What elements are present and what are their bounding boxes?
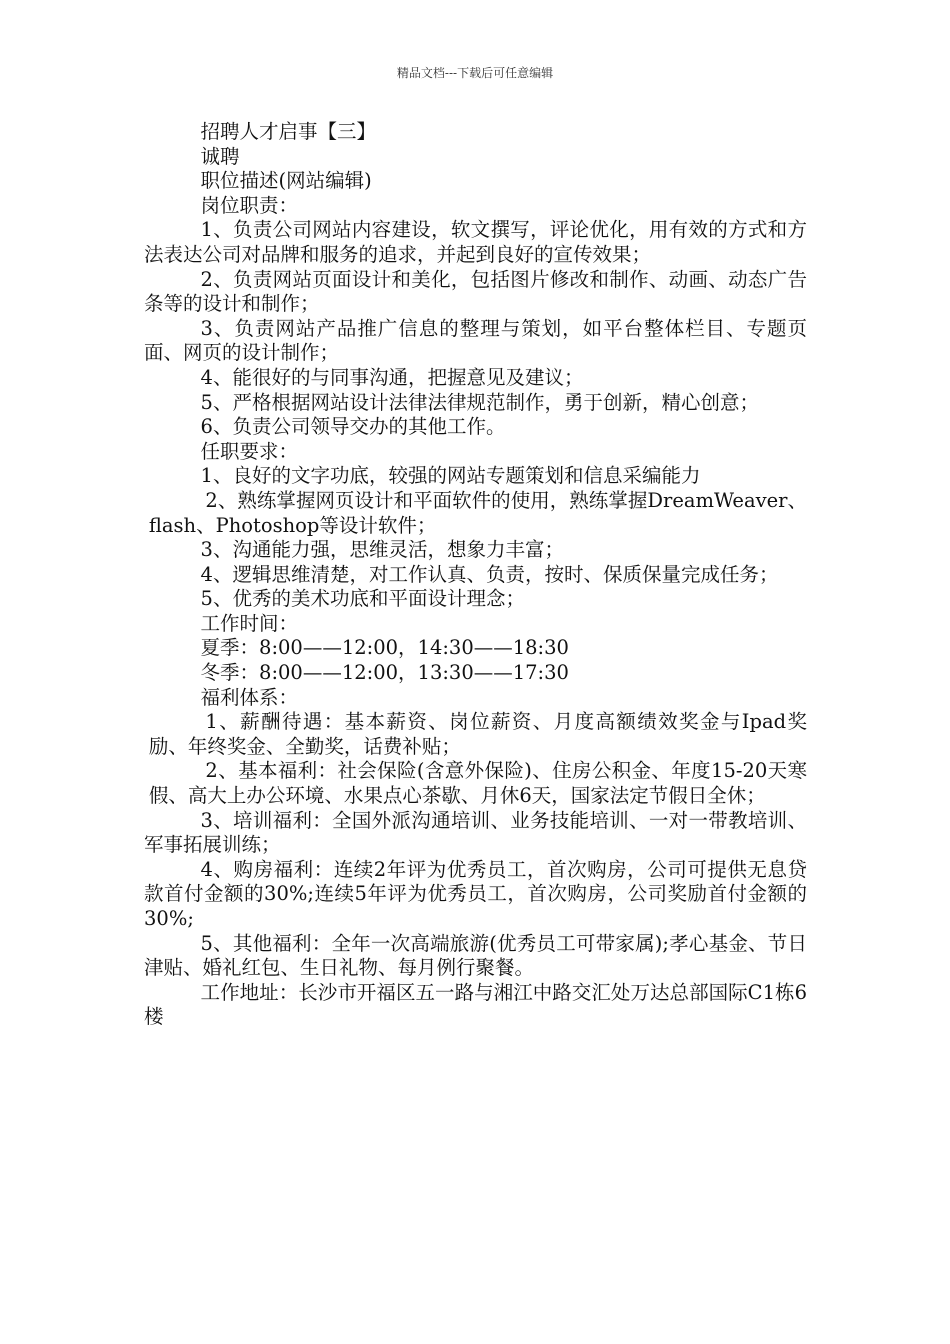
requirement-item: 1、良好的文字功底，较强的网站专题策划和信息采编能力 <box>200 464 701 488</box>
requirement-item: 2、熟练掌握网页设计和平面软件的使用，熟练掌握DreamWeaver、flash、Photoshop等设计软件； <box>148 488 807 537</box>
duty-item: 2、负责网站页面设计和美化，包括图片修改和制作、动画、动态广告条等的设计和制作； <box>144 267 807 316</box>
document-title: 招聘人才启事【三】 <box>200 120 377 143</box>
section-requirements: 任职要求： <box>200 439 299 463</box>
work-address: 工作地址：长沙市开福区五一路与湘江中路交汇处万达总部国际C1栋6楼 <box>144 980 807 1029</box>
requirement-item: 3、沟通能力强，思维灵活，想象力丰富； <box>200 538 564 562</box>
duty-item: 6、负责公司领导交办的其他工作。 <box>200 415 506 439</box>
benefit-item: 1、薪酬待遇：基本薪资、岗位薪资、月度高额绩效奖金与Ipad奖励、年终奖金、全勤奖，话费补贴； <box>148 710 807 758</box>
section-duties: 岗位职责： <box>200 193 299 217</box>
benefit-item: 4、购房福利：连续2年评为优秀员工，首次购房，公司可提供无息贷款首付金额的30%;连续5年评为优秀员工，首次购房，公司奖励首付金额的30%; <box>144 857 807 930</box>
hiring-heading: 诚聘 <box>200 144 240 168</box>
duty-item: 5、严格根据网站设计法律法律规范制作，勇于创新，精心创意； <box>200 390 759 414</box>
benefit-item: 2、基本福利：社会保险(含意外保险)、住房公积金、年度15-20天寒假、高大上办公环境、水果点心茶歇、月休6天，国家法定节假日全休； <box>148 759 807 808</box>
duty-item: 1、负责公司网站内容建设，软文撰写，评论优化，用有效的方式和方法表达公司对品牌和服务的追求，并起到良好的宣传效果； <box>144 218 807 266</box>
page-header: 精品文档---下载后可任意编辑 <box>396 66 554 80</box>
document-body <box>144 120 807 1030</box>
requirement-item: 4、逻辑思维清楚，对工作认真、负责，按时、保质保量完成任务； <box>200 562 779 586</box>
duty-item: 4、能很好的与同事沟通，把握意见及建议； <box>200 365 584 389</box>
duty-item: 3、负责网站产品推广信息的整理与策划，如平台整体栏目、专题页面、网页的设计制作； <box>144 316 807 365</box>
benefit-item: 5、其他福利：全年一次高端旅游(优秀员工可带家属);孝心基金、节日津贴、婚礼红包、生日礼物、每月例行聚餐。 <box>144 931 807 980</box>
benefit-item: 3、培训福利：全国外派沟通培训、业务技能培训、一对一带教培训、军事拓展训练； <box>144 808 807 857</box>
winter-hours: 冬季：8:00——12:00，13:30——17:30 <box>200 661 569 685</box>
position-description: 职位描述(网站编辑) <box>200 169 372 193</box>
requirement-item: 5、优秀的美术功底和平面设计理念； <box>200 587 525 611</box>
section-work-hours: 工作时间： <box>200 611 299 635</box>
summer-hours: 夏季：8:00——12:00，14:30——18:30 <box>200 636 569 660</box>
section-benefits: 福利体系： <box>200 685 299 709</box>
